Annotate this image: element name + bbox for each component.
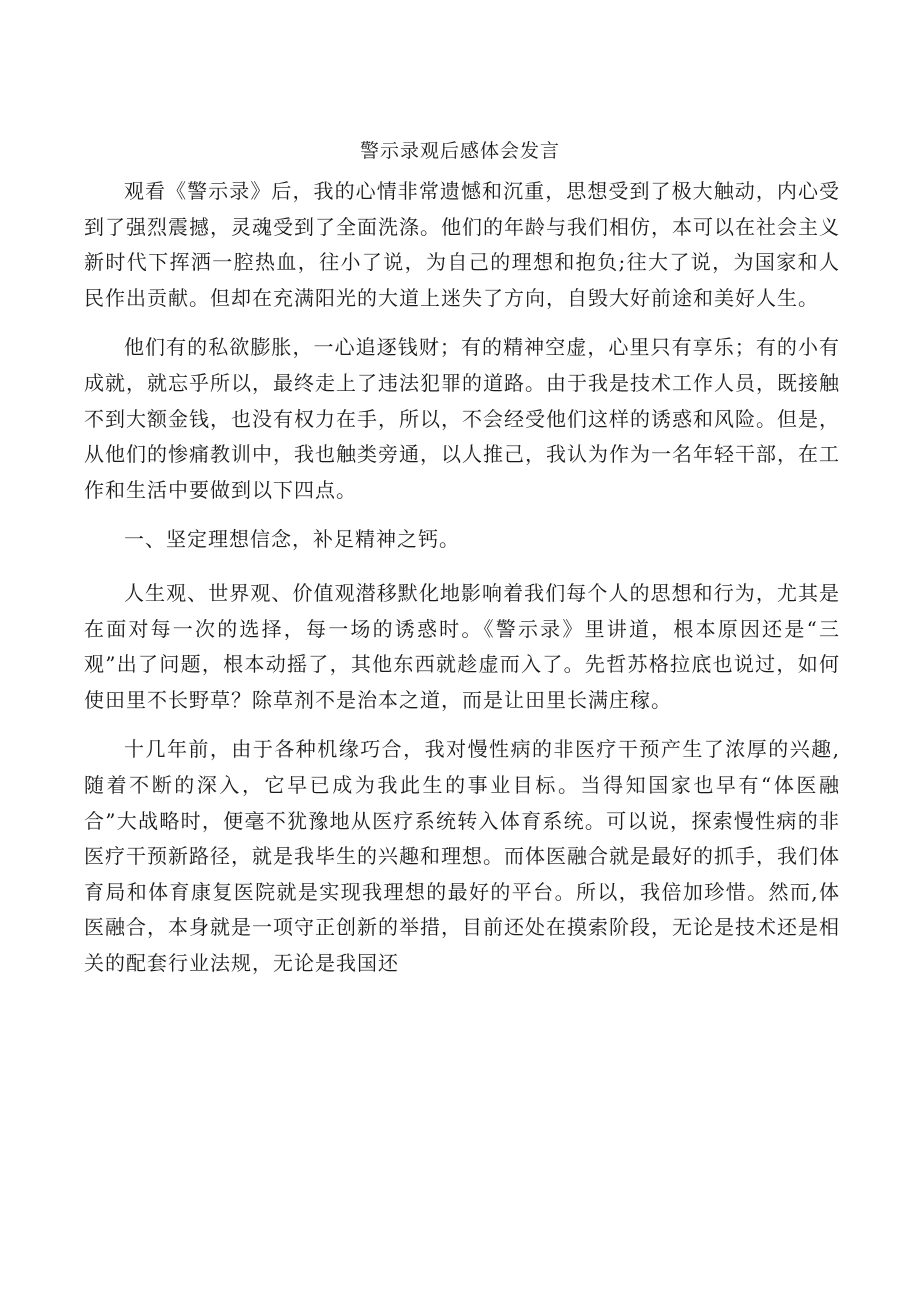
paragraph-career: 十几年前，由于各种机缘巧合，我对慢性病的非医疗干预产生了浓厚的兴趣,随着不断的深入，它早已成为我此生的事业目标。当得知国家也早有“体医融合”大战略时，便毫不犹豫地从医疗系统转入体育系统。可以说，探索慢性病的非医疗干预新路径，就是我毕生的兴趣和理想。而体医融合就是最好的抓手，我们体育局和体育康复医院就是实现我理想的最好的平台。所以，我倍加珍惜。然而,体医融合，本身就是一项守正创新的举措，目前还处在摸索阶段，无论是技术还是相关的配套行业法规，无论是我国还 [84, 737, 840, 975]
paragraph-worldview: 人生观、世界观、价值观潜移默化地影响着我们每个人的思想和行为，尤其是在面对每一次的选择，每一场的诱惑时。《警示录》里讲道，根本原因还是“三观”出了问题，根本动摇了，其他东西就趁虚而入了。先哲苏格拉底也说过，如何使田里不长野草？除草剂不是治本之道，而是让田里长满庄稼。 [84, 580, 840, 712]
document-title: 警示录观后感体会发言 [359, 140, 560, 162]
document-body [84, 174, 840, 995]
paragraph-reflection: 观看《警示录》后，我的心情非常遗憾和沉重，思想受到了极大触动，内心受到了强烈震撼，灵魂受到了全面洗涤。他们的年龄与我们相仿，本可以在社会主义新时代下挥洒一腔热血，往小了说，为自己的理想和抱负;往大了说，为国家和人民作出贡献。但却在充满阳光的大道上迷失了方向，自毁大好前途和美好人生。 [84, 179, 840, 310]
section-heading-one: 一、坚定理想信念，补足精神之钙。 [124, 527, 460, 552]
paragraph-lessons: 他们有的私欲膨胀，一心追逐钱财；有的精神空虚，心里只有享乐；有的小有成就，就忘乎所以，最终走上了违法犯罪的道路。由于我是技术工作人员，既接触不到大额金钱，也没有权力在手，所以，不会经受他们这样的诱惑和风险。但是，从他们的惨痛教训中，我也触类旁通，以人推己，我认为作为一名年轻干部，在工作和生活中要做到以下四点。 [84, 335, 840, 502]
